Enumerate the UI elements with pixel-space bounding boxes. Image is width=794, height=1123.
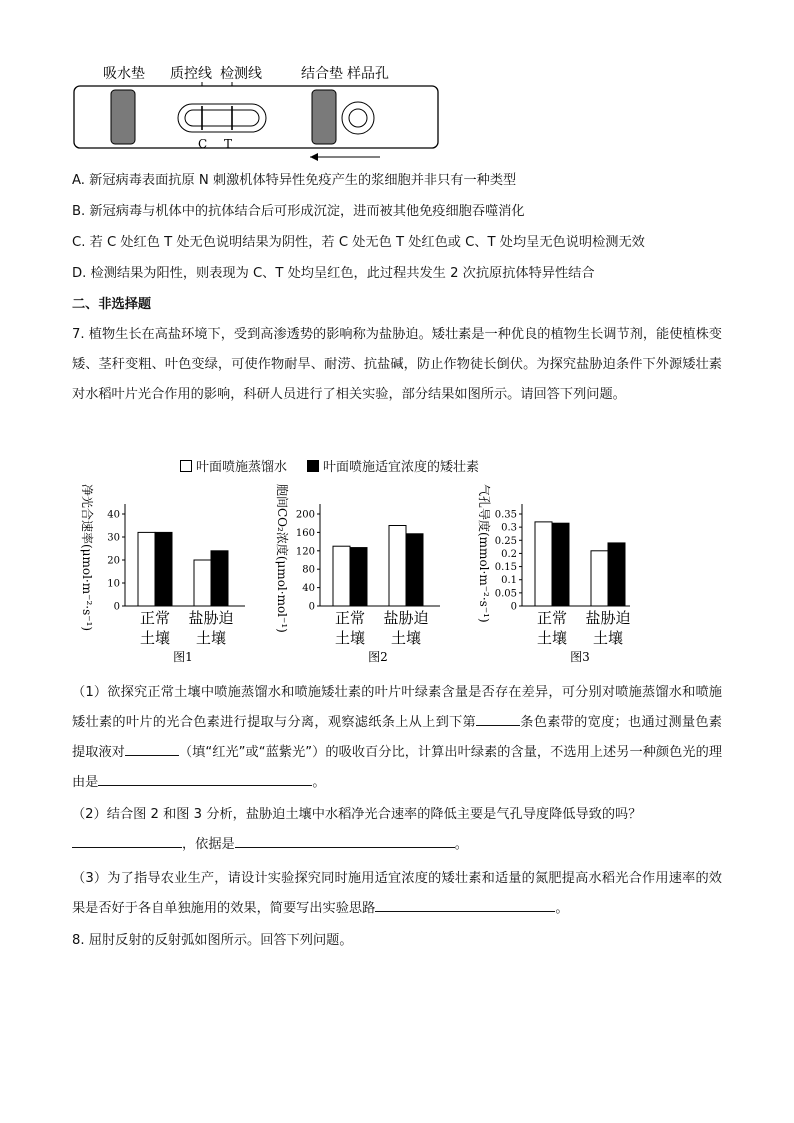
q7-p1-text-c: （填“红光”或“蓝紫光”）的吸收百分比，计算出叶绿素的含量，不选用上述另一种颜色光的理由是 bbox=[72, 745, 722, 790]
chart3-tick-label: 0.3 bbox=[501, 522, 517, 534]
chart3-title: 图3 bbox=[570, 650, 590, 664]
blank-experiment-design[interactable] bbox=[375, 897, 555, 912]
chart1-category-label: 土壤 bbox=[195, 629, 227, 647]
chart1-tick-label: 20 bbox=[107, 555, 120, 567]
label-absorbent-pad: 吸水垫 bbox=[103, 66, 145, 82]
chart1-bar bbox=[138, 532, 155, 606]
legend-item-water bbox=[180, 456, 287, 475]
q7-p1-text-a: （1）欲探究正常土壤中喷施蒸馏水和喷施矮壮素的叶片叶绿素含量是否存在差异，可分别对喷施蒸馏水和喷施矮壮素的叶片的光合色素进行提取与分离，观察滤纸条上从上到下第 bbox=[72, 685, 722, 730]
chart3-category-label: 土壤 bbox=[592, 629, 624, 647]
charts-container bbox=[70, 476, 630, 666]
label-quality-line: 质控线 bbox=[170, 66, 212, 82]
chart1-tick-label: 10 bbox=[107, 578, 120, 590]
chart2-tick-label: 80 bbox=[302, 564, 315, 576]
bar-charts-svg bbox=[70, 476, 630, 666]
chart3-bar bbox=[535, 522, 552, 606]
label-conjugate-pad: 结合垫 bbox=[301, 66, 343, 82]
blank-reason[interactable] bbox=[98, 771, 312, 786]
question-7-stem: 7. 植物生长在高盐环境下，受到高渗透势的影响称为盐胁迫。矮壮素是一种优良的植物生长调节剂，能使植株变矮、茎秆变粗、叶色变绿，可使作物耐旱、耐涝、抗盐碱，防止作物徒长倒伏。为探究盐胁迫条件下外源矮壮素对水稻叶片光合作用的影响，科研人员进行了相关实验，部分结果如图所示。请回答下列问题。 bbox=[72, 327, 722, 402]
label-t: T bbox=[224, 137, 233, 151]
chart2-ylabel: 胞间CO₂浓度(μmol·mol⁻¹) bbox=[275, 484, 289, 633]
result-window-inner bbox=[185, 110, 259, 126]
chart3-tick-label: 0 bbox=[510, 601, 517, 613]
chart3-tick-label: 0.1 bbox=[501, 575, 517, 587]
test-strip-svg bbox=[70, 60, 450, 170]
q7-p2-text-b: ，依据是 bbox=[182, 837, 235, 852]
option-c: C. 若 C 处红色 T 处无色说明结果为阴性，若 C 处无色 T 处红色或 C、T 处均呈无色说明检测无效 bbox=[72, 235, 645, 250]
q7-p1-text-d: 。 bbox=[312, 775, 326, 790]
flow-arrow-head bbox=[310, 153, 318, 161]
chart1-title: 图1 bbox=[173, 650, 193, 664]
option-d: D. 检测结果为阳性，则表现为 C、T 处均呈红色，此过程共发生 2 次抗原抗体特异性结合 bbox=[72, 266, 595, 281]
question-8: 8. 屈肘反射的反射弧如图所示。回答下列问题。 bbox=[72, 933, 353, 948]
chart2-tick-label: 160 bbox=[295, 527, 315, 539]
chart1-category-label: 土壤 bbox=[139, 629, 171, 647]
chart3-tick-label: 0.05 bbox=[494, 588, 517, 600]
q7-p2-text-c: 。 bbox=[454, 837, 468, 852]
chart1-category-label: 盐胁迫 bbox=[188, 609, 234, 627]
question-7-part-3 bbox=[72, 864, 722, 924]
chart1-category-label: 正常 bbox=[139, 609, 171, 627]
q7-p2-text-a: （2）结合图 2 和图 3 分析，盐胁迫土壤中水稻净光合速率的降低主要是气孔导度降低导致的吗？ bbox=[72, 807, 642, 822]
conjugate-pad bbox=[312, 90, 336, 144]
chart3-tick-label: 0.25 bbox=[494, 535, 517, 547]
chart1-tick-label: 40 bbox=[107, 509, 120, 521]
chart3-category-label: 盐胁迫 bbox=[585, 609, 630, 627]
chart2-tick-label: 120 bbox=[295, 546, 315, 558]
blank-yes-no[interactable] bbox=[72, 833, 182, 848]
chart2-tick-label: 200 bbox=[295, 509, 315, 521]
chart3-tick-label: 0.15 bbox=[494, 562, 517, 574]
chart2-category-label: 盐胁迫 bbox=[383, 609, 429, 627]
section-heading: 二、非选择题 bbox=[72, 297, 152, 312]
blank-band-number[interactable] bbox=[476, 711, 520, 726]
chart3-bar bbox=[552, 523, 569, 606]
chart3-bar bbox=[608, 543, 625, 606]
chart1-tick-label: 0 bbox=[113, 601, 120, 613]
question-7-part-2 bbox=[72, 800, 722, 860]
legend-item-ccc bbox=[307, 456, 479, 475]
chart2-tick-label: 0 bbox=[308, 601, 315, 613]
chart3-bar bbox=[591, 551, 608, 606]
blank-evidence[interactable] bbox=[235, 833, 455, 848]
label-c: C bbox=[198, 137, 208, 151]
legend-swatch-water bbox=[180, 460, 192, 472]
question-7-part-1 bbox=[72, 678, 722, 798]
blank-light-color[interactable] bbox=[125, 741, 179, 756]
chart2-bar bbox=[350, 548, 367, 606]
chart2-category-label: 正常 bbox=[334, 609, 366, 627]
chart1-bar bbox=[211, 551, 228, 606]
option-b: B. 新冠病毒与机体中的抗体结合后可形成沉淀，进而被其他免疫细胞吞噬消化 bbox=[72, 204, 525, 219]
legend-label-ccc: 叶面喷施适宜浓度的矮壮素 bbox=[323, 460, 480, 475]
q7-p3-text-b: 。 bbox=[555, 901, 569, 916]
chart1-bar bbox=[155, 532, 172, 606]
chart2-bar bbox=[333, 546, 350, 606]
chart3-tick-label: 0.2 bbox=[501, 548, 517, 560]
chart1-ylabel: 净光合速率(μmol·m⁻²·s⁻¹) bbox=[80, 484, 94, 632]
absorbent-pad bbox=[111, 90, 135, 144]
legend-swatch-ccc bbox=[307, 460, 319, 472]
chart3-category-label: 土壤 bbox=[536, 629, 568, 647]
chart2-category-label: 土壤 bbox=[390, 629, 422, 647]
q7-p1-text-b: 条色素带的宽度；也通过测量色素提取液对 bbox=[72, 715, 722, 760]
q7-p3-text-a: （3）为了指导农业生产，请设计实验探究同时施用适宜浓度的矮壮素和适量的氮肥提高水稻光合作用速率的效果是否好于各自单独施用的效果，简要写出实验思路 bbox=[72, 871, 722, 916]
chart2-category-label: 土壤 bbox=[334, 629, 366, 647]
chart2-bar bbox=[406, 534, 423, 606]
chart1-tick-label: 30 bbox=[107, 532, 120, 544]
option-a: A. 新冠病毒表面抗原 N 刺激机体特异性免疫产生的浆细胞并非只有一种类型 bbox=[72, 173, 517, 188]
chart1-bar bbox=[194, 560, 211, 606]
label-sample-hole: 样品孔 bbox=[347, 66, 389, 82]
chart-legend bbox=[180, 456, 479, 475]
chart2-bar bbox=[389, 526, 406, 607]
chart3-tick-label: 0.35 bbox=[494, 509, 517, 521]
chart2-title: 图2 bbox=[368, 650, 388, 664]
chart2-tick-label: 40 bbox=[302, 583, 315, 595]
chart3-category-label: 正常 bbox=[536, 609, 568, 627]
sample-hole-inner bbox=[349, 109, 367, 127]
label-detection-line: 检测线 bbox=[220, 66, 262, 82]
legend-label-water: 叶面喷施蒸馏水 bbox=[196, 460, 288, 475]
test-strip-diagram bbox=[70, 60, 450, 170]
chart3-ylabel: 气孔导度(mmol·m⁻²·s⁻¹) bbox=[477, 484, 491, 623]
